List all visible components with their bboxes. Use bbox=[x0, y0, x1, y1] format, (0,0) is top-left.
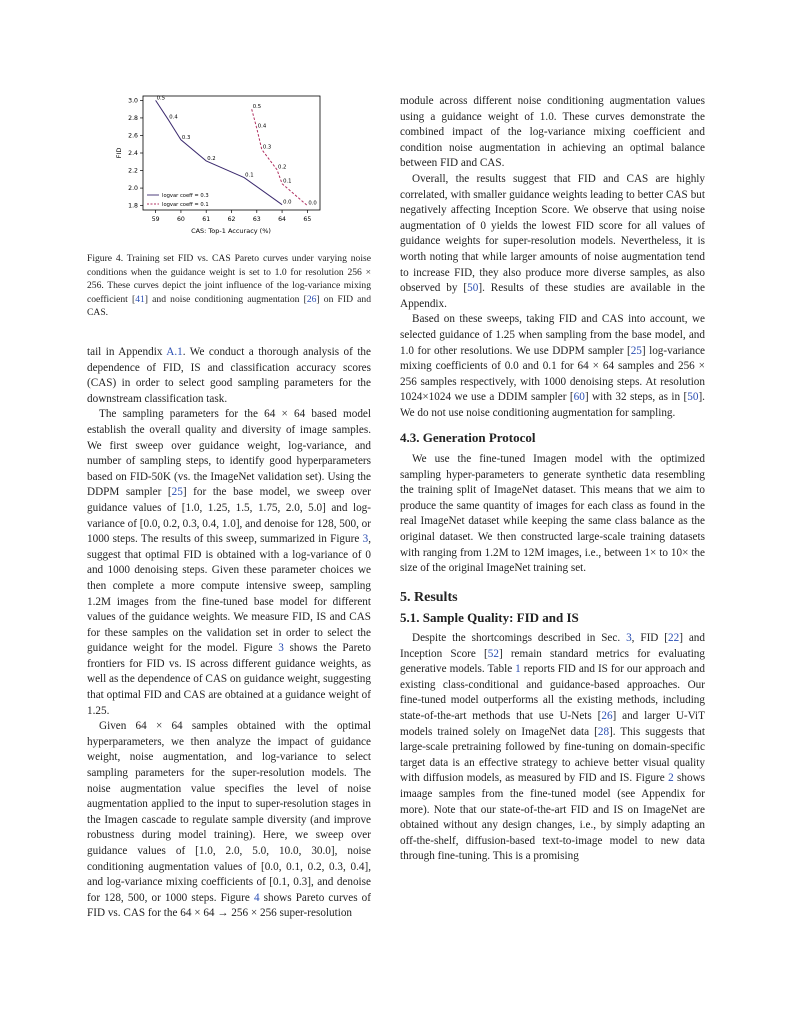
figure-link[interactable]: 2 bbox=[668, 772, 674, 785]
section-heading-4-3: 4.3. Generation Protocol bbox=[400, 430, 536, 446]
x-tick-label: 59 bbox=[151, 216, 160, 223]
right-column bbox=[400, 94, 705, 865]
point-label: 0.4 bbox=[257, 123, 267, 130]
paragraph: The sampling parameters for the 64 × 64 based model establish the overall quality and diversity of image samples. We first sweep over guidance weight, log-variance, and number of sampling steps, to identify good hyperparameters based on FID-50K (vs. the ImageNet validation set). Using the DDPM sampler [25] for the base model, we sweep over guidance values of [1.0, 1.25, 1.5, 1.75, 2.0, 5.0] and log-variance of [0.0, 0.2, 0.3, 0.4, 1.0], and denoise for 128, 500, or 1000 steps. The results of this sweep, summarized in Figure 3, suggest that optimal FID is obtained with a log-variance of 0 and 1000 denoising steps. Given these parameter choices we then complete a more compute intensive sweep, sampling 1.2M images from the fine-tuned base model for different values of the guidance weights. We measure FID, IS and CAS for these samples on the validation set in order to select the guidance weight for the model. Figure 3 shows the Pareto frontiers for FID vs. IS across different guidance weights, as well as the dependence of CAS on guidance weight, suggesting that optimal FID and CAS are obtained at a guidance weight of 1.25. bbox=[87, 408, 371, 717]
point-label: 0.3 bbox=[181, 134, 191, 141]
legend-entry-1: logvar coeff = 0.1 bbox=[162, 202, 209, 208]
x-tick-label: 62 bbox=[227, 216, 236, 223]
x-tick-label: 60 bbox=[176, 216, 185, 223]
table-link[interactable]: 1 bbox=[515, 663, 521, 676]
y-tick-label: 2.0 bbox=[128, 185, 138, 193]
paragraph: module across different noise conditioning augmentation values using a guidance weight of 1.0. These curves demonstrate the combined impact of the log-variance mixing coefficient and condition noise augmentation in achieving an optimal balance between FID and CAS. bbox=[400, 95, 705, 170]
chart-legend bbox=[147, 193, 209, 208]
x-tick-label: 64 bbox=[278, 216, 287, 223]
paragraph: Given 64 × 64 samples obtained with the optimal hyperparameters, we then analyze the impact of guidance weight, noise augmentation, and log-variance to select sampling parameters for the super-resolution models. The noise augmentation value specifies the level of noise augmentation applied to the input to super-resolution stages in the Imagen cascade to regulate sample diversity (and improve robustness during model training). Here, we sweep over guidance values of [1.0, 2.0, 5.0, 10.0, 30.0], noise conditioning augmentation values of [0.0, 0.1, 0.2, 0.3, 0.4], and log-variance mixing coefficients of [0.1, 0.3], and denoise for 128, 500, or 1000 steps. Figure 4 shows Pareto curves of FID vs. CAS for the 64 × 64 → 256 × 256 super-resolution bbox=[87, 720, 371, 920]
figure-4-chart bbox=[108, 92, 328, 237]
x-tick-label: 63 bbox=[252, 216, 261, 223]
y-tick-label: 2.4 bbox=[128, 150, 138, 157]
figure-link[interactable]: 4 bbox=[253, 891, 260, 904]
y-tick-label: 2.2 bbox=[128, 167, 138, 175]
point-label: 0.1 bbox=[245, 172, 254, 179]
citation-link[interactable]: 28 bbox=[597, 725, 610, 738]
point-label: 0.5 bbox=[252, 104, 262, 111]
citation-link[interactable]: 25 bbox=[630, 344, 642, 357]
y-axis-label: FID bbox=[115, 147, 123, 159]
x-axis-label: CAS: Top-1 Accuracy (%) bbox=[191, 227, 271, 235]
y-tick-label: 2.8 bbox=[128, 114, 138, 122]
y-tick-label: 1.8 bbox=[128, 202, 138, 210]
point-label: 0.3 bbox=[262, 144, 272, 151]
paragraph: Overall, the results suggest that FID and CAS are highly correlated, with smaller guidance weights leading to better CAS but negatively affecting Inception Score. We observe that using noise augmentation of 0 yields the lowest FID score for all values of guidance weights for super-resolution models. Nevertheless, it is worth noting that while larger amounts of noise augmentation tend to increase FID, they also produce more diverse samples, as also observed by [50]. Results of these studies are available in the Appendix. bbox=[400, 172, 705, 310]
appendix-link[interactable]: A.1 bbox=[166, 346, 183, 358]
figure-4-caption: Figure 4. Training set FID vs. CAS Pareto curves under varying noise conditions when the guidance weight is set to 1.0 for resolution 256 × 256. These curves depict the joint influence of the log-variance mixing coefficient [41] and noise conditioning augmentation [26] on FID and CAS. bbox=[87, 253, 372, 319]
figure-link[interactable]: 3 bbox=[278, 642, 284, 655]
citation-link[interactable]: 25 bbox=[171, 486, 183, 499]
x-tick-label: 61 bbox=[202, 216, 211, 223]
point-label: 0.2 bbox=[207, 155, 216, 162]
point-label: 0.4 bbox=[169, 114, 178, 121]
citation-link[interactable]: 50 bbox=[687, 391, 699, 404]
y-tick-label: 3.0 bbox=[128, 97, 138, 105]
citation-link[interactable]: 22 bbox=[668, 632, 680, 644]
x-tick-label: 65 bbox=[303, 216, 312, 223]
point-label: 0.5 bbox=[156, 95, 166, 102]
point-label: 0.0 bbox=[308, 200, 317, 207]
section-link[interactable]: 3 bbox=[626, 632, 632, 644]
citation-link[interactable]: 50 bbox=[467, 282, 479, 295]
point-label: 0.0 bbox=[283, 199, 292, 206]
section-heading-5: 5. Results bbox=[400, 589, 458, 605]
citation-link[interactable]: 26 bbox=[306, 293, 317, 305]
citation-link[interactable]: 60 bbox=[573, 391, 585, 404]
section-heading-5-1: 5.1. Sample Quality: FID and IS bbox=[400, 610, 579, 626]
point-label: 0.2 bbox=[278, 164, 287, 171]
point-label: 0.1 bbox=[283, 178, 292, 185]
citation-link[interactable]: 41 bbox=[135, 293, 145, 305]
legend-entry-0: logvar coeff = 0.3 bbox=[162, 193, 209, 199]
paragraph: We use the fine-tuned Imagen model with the optimized sampling hyper-parameters to generate synthetic data resembling the training split of ImageNet dataset. This means that we aim to produce the same quantity of images for each class as found in the real ImageNet dataset while keeping the same class balance as the original dataset. We then constructed large-scale training datasets with ranging from 1.2M to 12M images, i.e., between 1× to 10× the size of the original ImageNet training set. bbox=[400, 453, 705, 575]
paragraph: Based on these sweeps, taking FID and CAS into account, we selected guidance of 1.25 when sampling from the base model, and 1.0 for other resolutions. We use DDPM sampler [25] log-variance mixing coefficients of 0.0 and 0.1 for 64 × 64 samples and 256 × 256 samples respectively, with 1000 denoising steps. At resolution 1024×1024 we use a DDIM sampler [60] with 32 steps, as in [50]. We do not use noise conditioning augmentation for sampling. bbox=[400, 313, 706, 419]
citation-link[interactable]: 26 bbox=[601, 709, 613, 722]
paragraph: Despite the shortcomings described in Sec. 3, FID [22] and Inception Score [52] remain standard metrics for evaluating generative models. Table 1 reports FID and IS for our approach and existing class-conditional and guidance-based approaches. Our fine-tuned model outperforms all the existing methods, including state-of-the-art methods that use U-Nets [26] and larger U-ViT models trained solely on ImageNet data [28]. This suggests that large-scale pretraining followed by fine-tuning on domain-specific target data is an effective strategy to achieve better visual quality with diffusion models, as measured by FID and IS. Figure 2 shows imaage samples from the fine-tuned model (see Appendix for more). Note that our state-of-the-art FID and IS on ImageNet are obtained without any design changes, i.e., by simply adapting an off-the-shelf, diffusion-based text-to-image model to new data through fine-tuning. This is a promising bbox=[400, 632, 705, 863]
figure-link[interactable]: 3 bbox=[362, 533, 369, 546]
y-tick-label: 2.6 bbox=[128, 132, 138, 140]
left-column bbox=[87, 345, 371, 922]
paragraph: tail in Appendix A.1. We conduct a thorough analysis of the dependence of FID, IS and classification accuracy scores (CAS) in order to select good sampling parameters for the downstream classification task. bbox=[87, 346, 371, 405]
citation-link[interactable]: 52 bbox=[487, 647, 499, 660]
